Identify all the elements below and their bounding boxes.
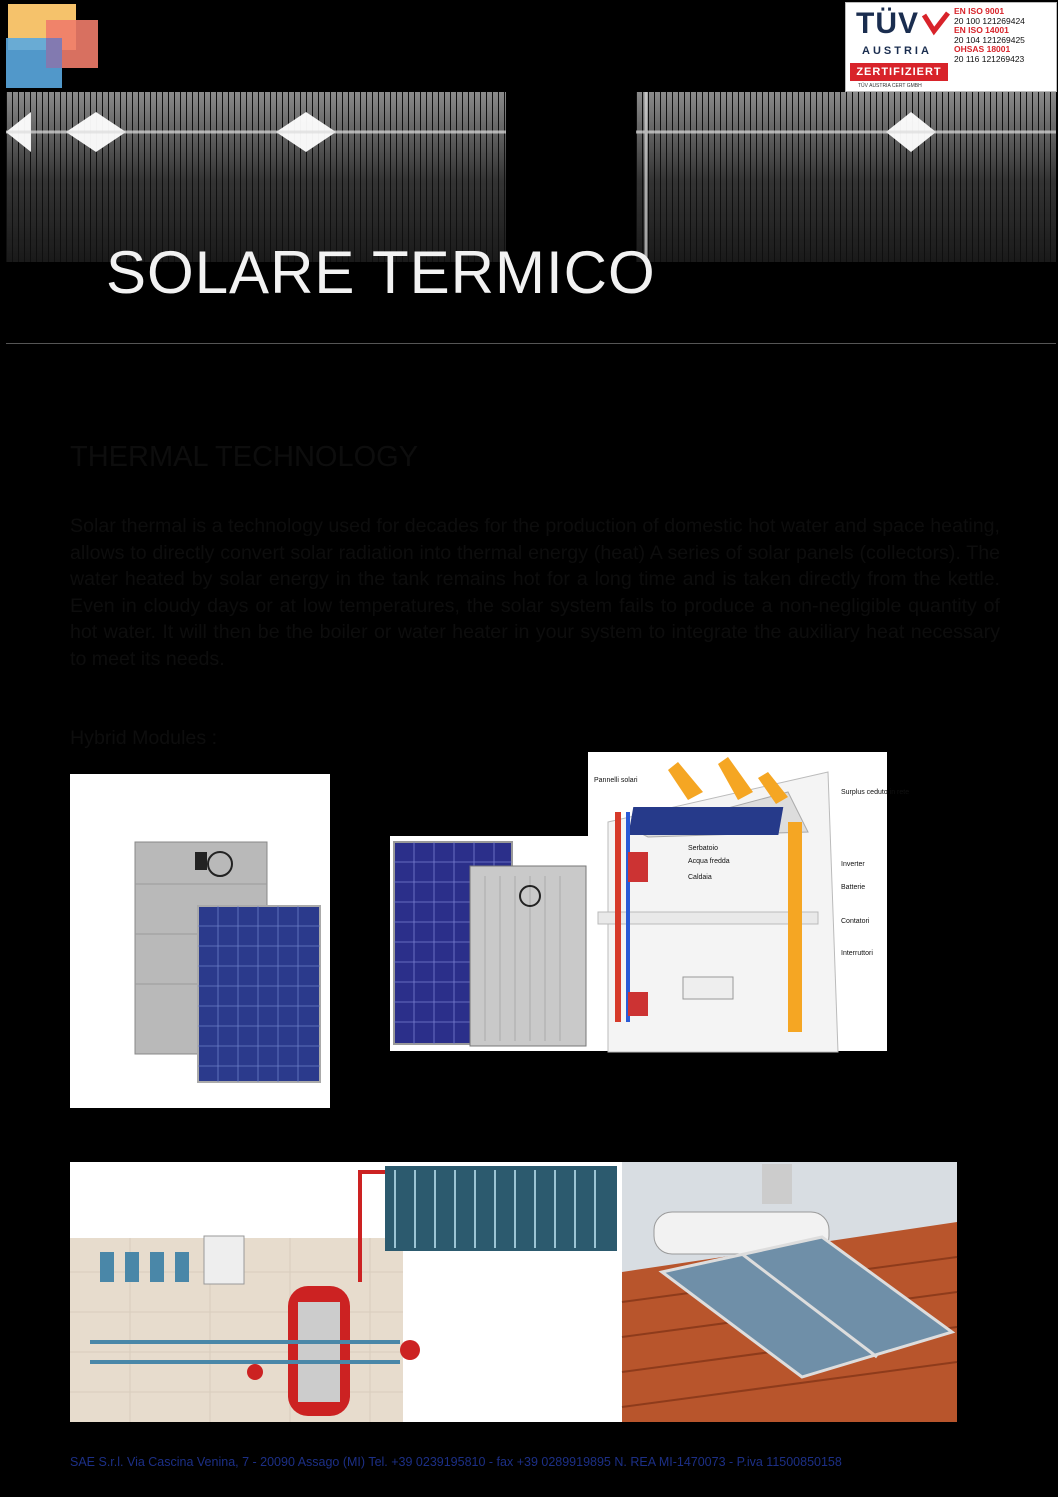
- diagram-label: Pannelli solari: [594, 777, 638, 784]
- company-logo: [6, 4, 101, 90]
- hybrid-module-image: [70, 774, 330, 1108]
- diagram-label: Inverter: [841, 861, 865, 868]
- diagram-label: Serbatoio: [688, 845, 718, 852]
- diagram-label: Caldaia: [688, 874, 712, 881]
- standards-list: [954, 7, 1054, 64]
- pv-thermal-panels-image: [390, 836, 590, 1051]
- tuv-country: AUSTRIA: [862, 45, 932, 57]
- section-heading: THERMAL TECHNOLOGY: [70, 441, 419, 473]
- diagram-label: Contatori: [841, 918, 870, 925]
- standard-name: EN ISO 9001: [954, 6, 1005, 16]
- diagram-label: Interruttori: [841, 950, 873, 957]
- diagram-label: Batterie: [841, 884, 866, 891]
- standard-number: 20 104 121269425: [954, 34, 1025, 45]
- tuv-zertifiziert: ZERTIFIZIERT: [850, 63, 948, 81]
- house-system-diagram: [588, 752, 910, 1051]
- standard-name: EN ISO 14001: [954, 25, 1009, 35]
- standard-number: 20 116 121269423: [954, 53, 1025, 64]
- tuv-logo: TÜV: [856, 7, 919, 40]
- divider: [6, 343, 1056, 344]
- tuv-cert-body: TÜV AUSTRIA CERT GMBH: [858, 83, 922, 89]
- heating-system-image: [70, 1162, 622, 1422]
- page-title: SOLARE TERMICO: [106, 239, 656, 306]
- footer-contact: SAE S.r.l. Via Cascina Venina, 7 - 20090 Assago (MI) Tel. +39 0239195810 - fax +39 0289919895 N. REA MI-1470073 - P.iva 11500850158: [70, 1455, 842, 1469]
- hybrid-modules-label: Hybrid Modules :: [70, 727, 218, 749]
- rooftop-collector-image: [622, 1162, 957, 1422]
- body-paragraph: Solar thermal is a technology used for decades for the production of domestic hot water and space heating, allows to directly convert solar radiation into thermal energy (heat) A series of solar panels (collectors). The water heated by solar energy in the tank remains hot for a long time and is taken directly from the kettle. Even in cloudy days or at low temperatures, the solar system fails to produce a non-negligible quantity of hot water. It will then be the boiler or water heater in your system to integrate the auxiliary heat necessary to meet its needs.: [70, 515, 1000, 670]
- certification-badge: [845, 2, 1057, 92]
- diagram-label: Surplus ceduto in rete: [841, 789, 910, 796]
- standard-number: 20 100 121269424: [954, 15, 1025, 26]
- standard-name: OHSAS 18001: [954, 44, 1011, 54]
- checkmark-icon: [922, 11, 950, 35]
- diagram-label: Acqua fredda: [688, 858, 730, 865]
